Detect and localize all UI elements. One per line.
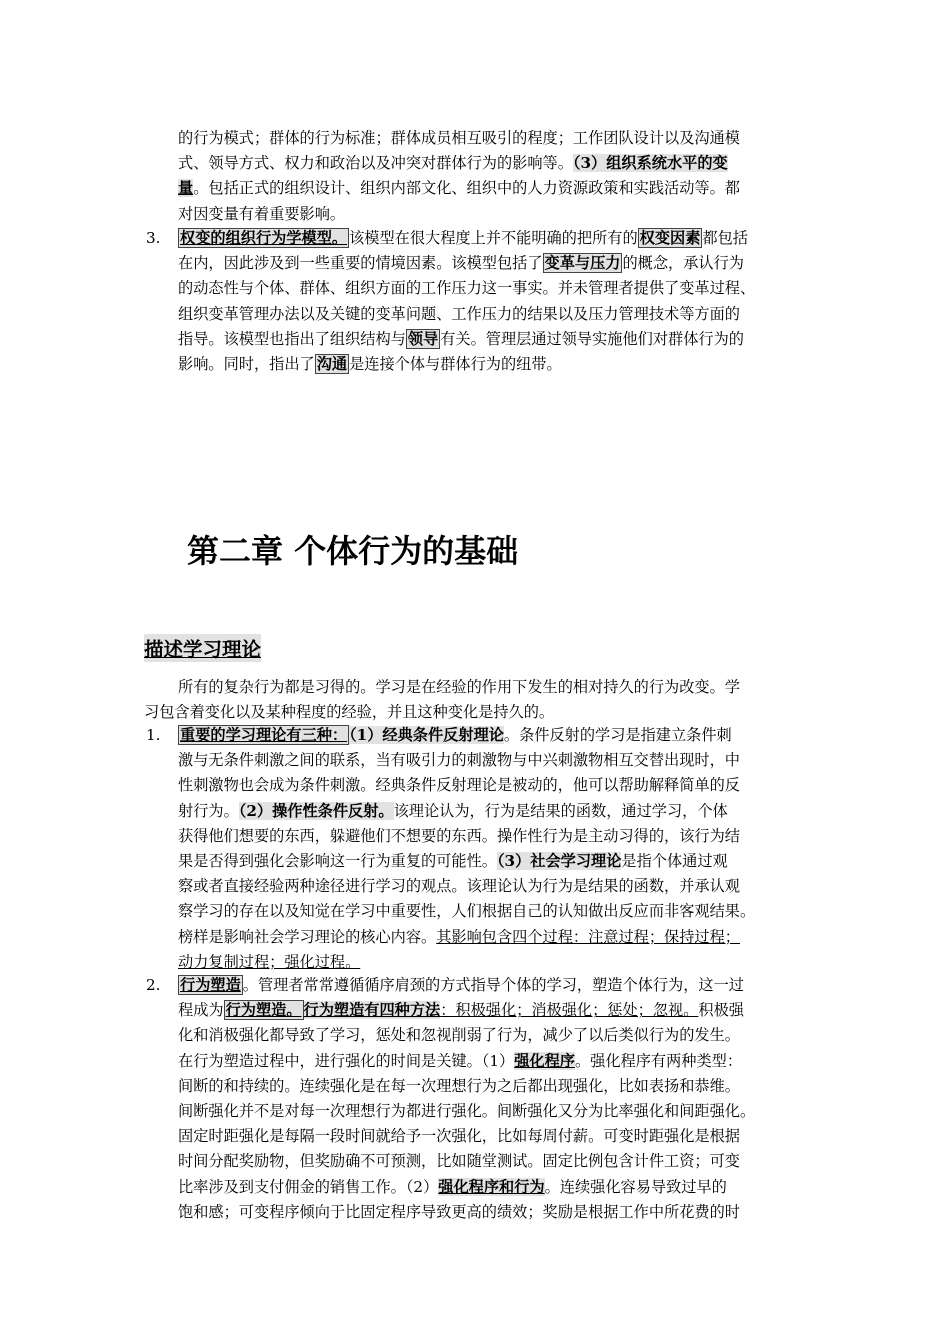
text: 射行为。 bbox=[178, 801, 239, 820]
text: 激与无条件刺激之间的联系，当有吸引力的刺激物与中兴刺激物相互交替出现时，中 bbox=[178, 751, 740, 770]
text-line bbox=[178, 1149, 755, 1174]
text-line bbox=[178, 1124, 755, 1149]
text: 。连续强化容易导致过早的 bbox=[544, 1177, 727, 1196]
text: 时间分配奖励物，但奖励确不可预测，比如随堂测试。固定比例包含计件工资；可变 bbox=[178, 1152, 740, 1171]
text: 果是否得到强化会影响这一行为重复的可能性。 bbox=[178, 852, 497, 871]
highlighted-term: （3）社会学习理论 bbox=[496, 852, 622, 871]
text: 的行为模式；群体的行为标准；群体成员相互吸引的程度；工作团队设计以及沟通模 bbox=[178, 129, 740, 147]
text-line bbox=[144, 675, 740, 700]
text: 组织变革管理办法以及关键的变革问题、工作压力的结果以及压力管理技术等方面的 bbox=[178, 304, 740, 323]
text-line bbox=[178, 950, 755, 975]
text-line bbox=[178, 799, 755, 824]
text-line bbox=[178, 1099, 755, 1124]
text-line bbox=[178, 1175, 755, 1200]
text-line bbox=[178, 151, 740, 176]
text-line bbox=[178, 1023, 755, 1048]
boxed-term: 行为塑造。 bbox=[225, 1001, 302, 1020]
text-line bbox=[178, 1049, 755, 1074]
underlined-text: ：积极强化；消极强化；惩处；忽视。 bbox=[440, 1001, 699, 1020]
highlighted-term: 量 bbox=[178, 179, 194, 198]
text: 影响。同时，指出了 bbox=[178, 355, 315, 374]
text: 式、领导方式、权力和政治以及冲突对群体行为的影响等。 bbox=[178, 154, 573, 173]
boxed-term: 权变因素 bbox=[639, 229, 701, 247]
boxed-term: 沟通 bbox=[316, 355, 348, 374]
highlighted-term: 强化程序 bbox=[514, 1051, 575, 1070]
highlighted-term: 强化程序和行为 bbox=[438, 1177, 545, 1196]
text-line bbox=[178, 723, 755, 748]
section-title: 描述学习理论 bbox=[144, 634, 261, 662]
text-line bbox=[178, 352, 755, 377]
text-line bbox=[178, 276, 755, 301]
intro-paragraph bbox=[144, 675, 740, 725]
boxed-term: 重要的学习理论有三种： bbox=[180, 726, 348, 744]
text-line bbox=[178, 824, 755, 849]
text: 积极强 bbox=[698, 1001, 744, 1020]
boxed-term: 领导 bbox=[407, 329, 439, 348]
text-line bbox=[178, 874, 755, 899]
text: 是连接个体与群体行为的纽带。 bbox=[349, 355, 562, 374]
text-line bbox=[178, 126, 740, 151]
highlighted-term: 行为塑造有四种方法 bbox=[303, 1001, 441, 1020]
top-paragraph bbox=[178, 126, 740, 227]
highlighted-term: （1）经典条件反射理论 bbox=[349, 726, 504, 744]
text: 程成为 bbox=[178, 1001, 224, 1020]
text: 化和消极强化都导致了学习，惩处和忽视削弱了行为，减少了以后类似行为的发生。 bbox=[178, 1026, 740, 1045]
text: 指导。该模型也指出了组织结构与 bbox=[178, 329, 406, 348]
text-line bbox=[178, 226, 755, 251]
text: 对因变量有着重要影响。 bbox=[178, 204, 346, 223]
text: 习包含着变化以及某种程度的经验，并且这种变化是持久的。 bbox=[144, 703, 555, 722]
text-line bbox=[178, 302, 755, 327]
text: 性刺激物也会成为条件刺激。经典条件反射理论是被动的，他可以帮助解释简单的反 bbox=[178, 776, 740, 795]
text: 固定时距强化是每隔一段时间就给予一次强化，比如每周付薪。可变时距强化是根据 bbox=[178, 1127, 740, 1146]
text: 。强化程序有两种类型： bbox=[574, 1051, 743, 1070]
text: 察或者直接经验两种途径进行学习的观点。该理论认为行为是结果的函数，并承认观 bbox=[178, 877, 740, 896]
text-line bbox=[178, 998, 755, 1023]
text-line bbox=[178, 773, 755, 798]
text: 在行为塑造过程中，进行强化的时间是关键。（1） bbox=[178, 1051, 515, 1070]
chapter-title: 第二章 个体行为的基础 bbox=[187, 532, 519, 570]
text-line bbox=[178, 327, 755, 352]
highlighted-term: （2）操作性条件反射。 bbox=[238, 801, 394, 820]
text-line bbox=[178, 748, 755, 773]
list-number: 2. bbox=[146, 976, 161, 994]
text: 所有的复杂行为都是习得的。学习是在经验的作用下发生的相对持久的行为改变。学 bbox=[178, 678, 740, 696]
boxed-term: 行为塑造 bbox=[180, 976, 241, 994]
underlined-text: 动力复制过程；强化过程。 bbox=[178, 952, 361, 971]
highlighted-term: （3）组织系统水平的变 bbox=[572, 154, 728, 173]
text: 该模型在很大程度上并不能明确的把所有的 bbox=[349, 229, 638, 247]
text: 该理论认为，行为是结果的函数，通过学习，个体 bbox=[393, 801, 728, 820]
list-item-3 bbox=[178, 226, 755, 377]
text-line bbox=[178, 1200, 755, 1225]
text: 。包括正式的组织设计、组织内部文化、组织中的人力资源政策和实践活动等。都 bbox=[193, 179, 740, 198]
text: 有关。管理层通过领导实施他们对群体行为的 bbox=[440, 329, 744, 348]
text-line bbox=[178, 973, 755, 998]
list-number: 3. bbox=[146, 229, 161, 247]
text-line bbox=[178, 202, 740, 227]
text: 榜样是影响社会学习理论的核心内容。 bbox=[178, 927, 437, 946]
text-line bbox=[178, 251, 755, 276]
list-number: 1. bbox=[146, 726, 161, 744]
text: 间断强化并不是对每一次理想行为都进行强化。间断强化又分为比率强化和间距强化。 bbox=[178, 1102, 756, 1121]
list-item-1 bbox=[178, 723, 755, 975]
text: 察学习的存在以及知觉在学习中重要性，人们根据自己的认知做出反应而非客观结果。 bbox=[178, 902, 756, 921]
text: 的动态性与个体、群体、组织方面的工作压力这一事实。并未管理者提供了变革过程、 bbox=[178, 279, 756, 298]
text: 饱和感；可变程序倾向于比固定程序导致更高的绩效；奖励是根据工作中所花费的时 bbox=[178, 1202, 740, 1221]
text-line bbox=[144, 700, 740, 725]
text: 的概念，承认行为 bbox=[622, 254, 744, 273]
text-line bbox=[178, 176, 740, 201]
text-line bbox=[178, 925, 755, 950]
list-item-2 bbox=[178, 973, 755, 1225]
text: 。条件反射的学习是指建立条件刺 bbox=[503, 726, 732, 744]
text: 间断的和持续的。连续强化是在每一次理想行为之后都出现强化，比如表扬和恭维。 bbox=[178, 1076, 740, 1095]
text-line bbox=[178, 1074, 755, 1099]
text-line bbox=[178, 849, 755, 874]
text: 比率涉及到支付佣金的销售工作。（2） bbox=[178, 1177, 439, 1196]
text: 。管理者常常遵循循序肩颈的方式指导个体的学习，塑造个体行为，这一过 bbox=[242, 976, 744, 994]
text-line bbox=[178, 899, 755, 924]
boxed-term: 权变的组织行为学模型。 bbox=[180, 229, 348, 247]
text: 都包括 bbox=[702, 229, 748, 247]
boxed-term: 变革与压力 bbox=[544, 254, 621, 273]
text: 是指个体通过观 bbox=[621, 852, 728, 871]
underlined-text: 其影响包含四个过程：注意过程；保持过程； bbox=[436, 927, 740, 946]
text: 在内，因此涉及到一些重要的情境因素。该模型包括了 bbox=[178, 254, 543, 273]
text: 获得他们想要的东西，躲避他们不想要的东西。操作性行为是主动习得的，该行为结 bbox=[178, 826, 740, 845]
